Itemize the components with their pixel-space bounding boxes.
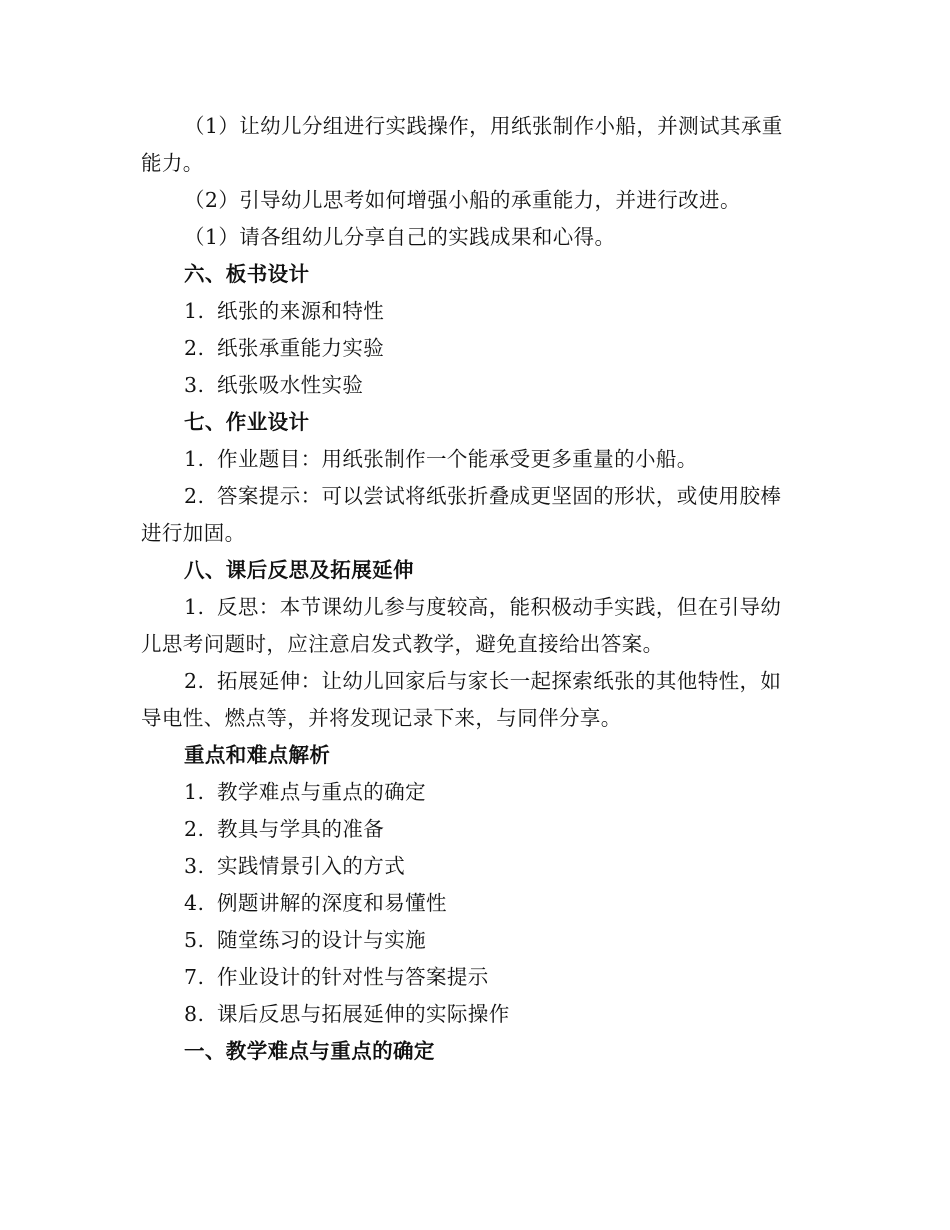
homework-heading: 七、作业设计: [184, 410, 310, 434]
reflection-item-text: 反思：本节课幼儿参与度较高，能积极动手实践，但在引导幼: [217, 595, 782, 619]
analysis-item: [141, 811, 811, 848]
board-item-text: 纸张承重能力实验: [217, 336, 385, 360]
reflection-heading: 八、课后反思及拓展延伸: [184, 558, 414, 582]
analysis-item: [141, 922, 811, 959]
practice-item-3: （1）请各组幼儿分享自己的实践成果和心得。: [184, 225, 616, 249]
board-item-number: 1.: [184, 299, 205, 323]
homework-item-1: [141, 441, 811, 478]
practice-item-2: （2）引导幼儿思考如何增强小船的承重能力，并进行改进。: [184, 188, 741, 212]
analysis-item: [141, 848, 811, 885]
homework-item-text: 作业题目：用纸张制作一个能承受更多重量的小船。: [217, 447, 698, 471]
analysis-item: [141, 885, 811, 922]
board-item-text: 纸张的来源和特性: [217, 299, 385, 323]
reflection-item-number: 1.: [184, 595, 205, 619]
homework-item-number: 2.: [184, 484, 205, 508]
analysis-item-number: 5.: [184, 928, 205, 952]
analysis-item-number: 7.: [184, 965, 205, 989]
analysis-item-text: 教学难点与重点的确定: [217, 780, 426, 804]
board-item-text: 纸张吸水性实验: [217, 373, 364, 397]
analysis-item-text: 教具与学具的准备: [217, 817, 385, 841]
analysis-item-number: 4.: [184, 891, 205, 915]
board-design-heading: 六、板书设计: [184, 262, 310, 286]
homework-item-2-line-2: 进行加固。: [141, 521, 246, 545]
analysis-heading: 重点和难点解析: [184, 743, 331, 767]
analysis-item-text: 例题讲解的深度和易懂性: [217, 891, 447, 915]
homework-item-2-line-1: [141, 478, 811, 515]
practice-item-1-line-2: 能力。: [141, 151, 204, 175]
board-item: [141, 293, 811, 330]
section-one-heading: 一、教学难点与重点的确定: [184, 1039, 435, 1063]
analysis-item-text: 实践情景引入的方式: [217, 854, 406, 878]
analysis-item-text: 课后反思与拓展延伸的实际操作: [217, 1002, 510, 1026]
reflection-item-text: 拓展延伸：让幼儿回家后与家长一起探索纸张的其他特性，如: [217, 669, 782, 693]
analysis-item-number: 2.: [184, 817, 205, 841]
reflection-item-1-line-1: [141, 589, 811, 626]
analysis-item: [141, 996, 811, 1033]
board-item-number: 3.: [184, 373, 205, 397]
reflection-item-2-line-1: [141, 663, 811, 700]
board-item: [141, 367, 811, 404]
analysis-item: [141, 959, 811, 996]
analysis-item-number: 1.: [184, 780, 205, 804]
homework-item-number: 1.: [184, 447, 205, 471]
analysis-item-text: 随堂练习的设计与实施: [217, 928, 426, 952]
homework-item-text: 答案提示：可以尝试将纸张折叠成更坚固的形状，或使用胶棒: [217, 484, 782, 508]
practice-item-1-line-1: （1）让幼儿分组进行实践操作，用纸张制作小船，并测试其承重: [184, 114, 783, 138]
board-item: [141, 330, 811, 367]
reflection-item-1-line-2: 儿思考问题时，应注意启发式教学，避免直接给出答案。: [141, 632, 664, 656]
analysis-item: [141, 774, 811, 811]
analysis-item-text: 作业设计的针对性与答案提示: [217, 965, 489, 989]
reflection-item-2-line-2: 导电性、燃点等，并将发现记录下来，与同伴分享。: [141, 706, 622, 730]
board-item-number: 2.: [184, 336, 205, 360]
analysis-item-number: 3.: [184, 854, 205, 878]
analysis-item-number: 8.: [184, 1002, 205, 1026]
reflection-item-number: 2.: [184, 669, 205, 693]
document-body: [141, 108, 811, 1070]
